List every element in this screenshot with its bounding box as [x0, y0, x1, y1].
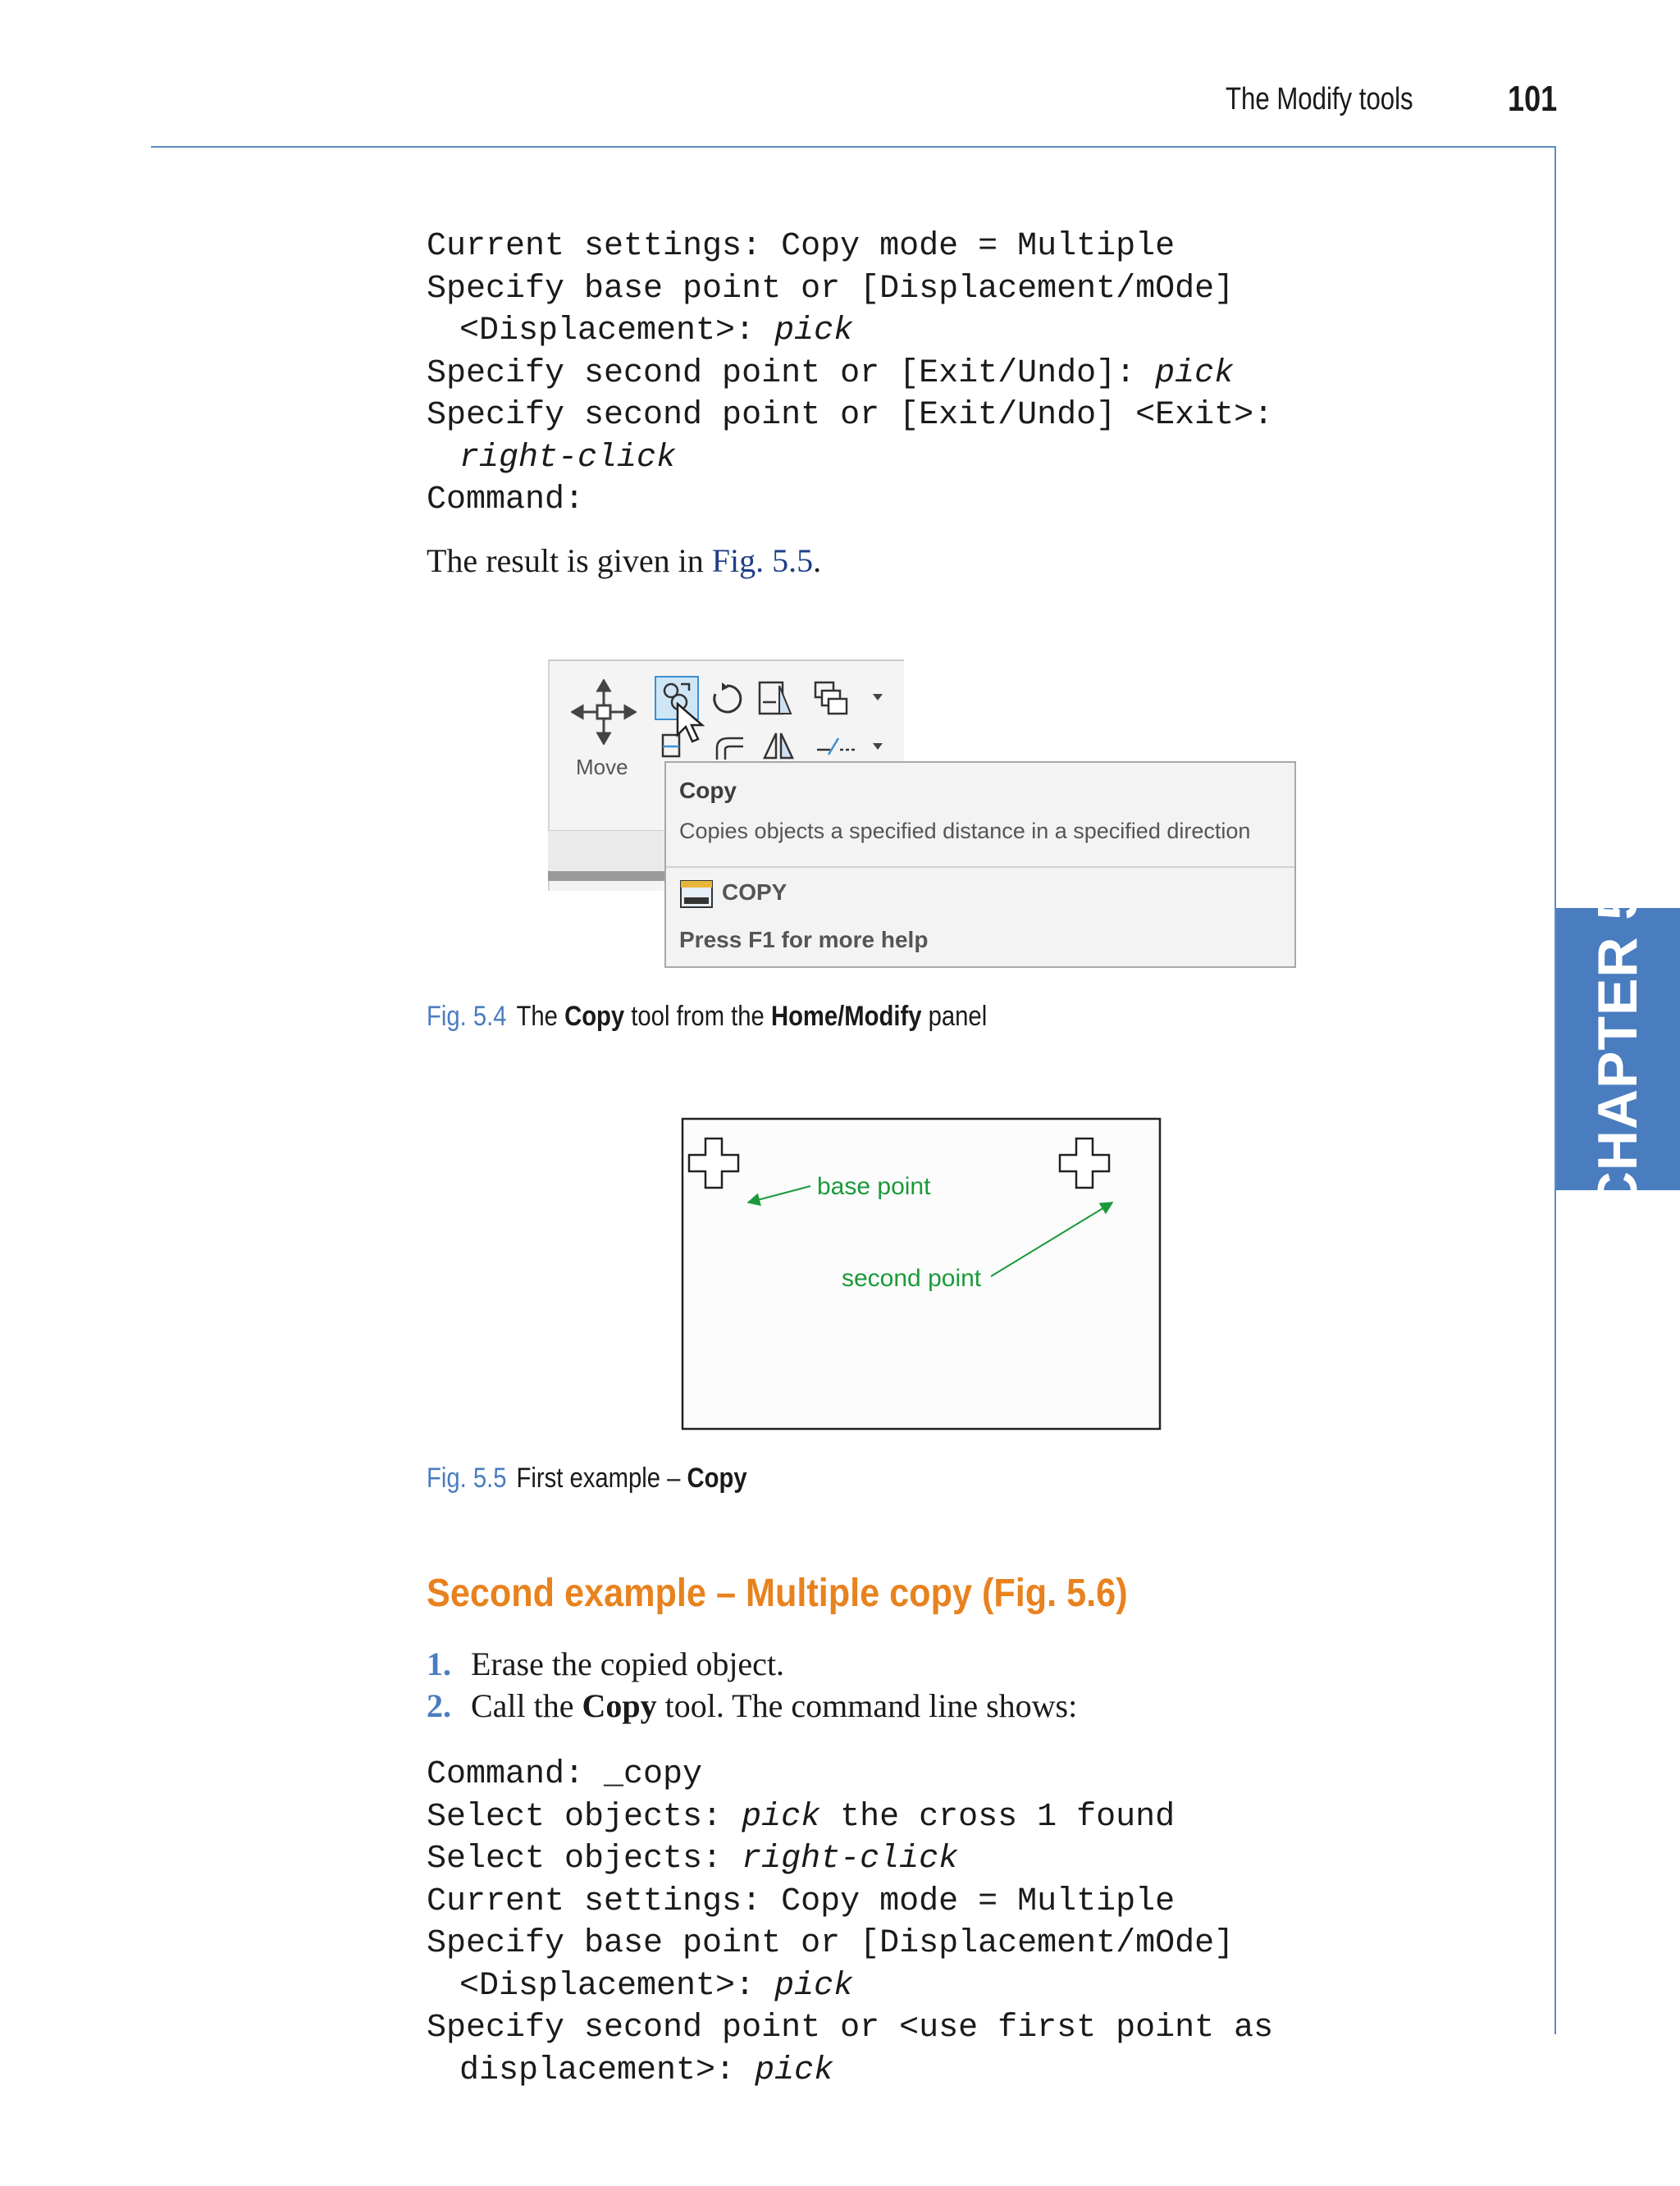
code-line: Specify base point or [Displacement/mOde] — [427, 1925, 1235, 1962]
array-icon[interactable] — [810, 678, 851, 719]
caption-figure-number: Fig. 5.4 — [427, 1001, 507, 1032]
page-number: 101 — [1508, 79, 1558, 119]
figure-reference-link[interactable]: Fig. 5.5 — [711, 542, 814, 579]
move-label: Move — [576, 755, 628, 779]
code-block-1 — [427, 226, 1273, 522]
list-item: 2. Call the Copy tool. The command line shows: — [427, 1687, 1078, 1724]
scale-icon[interactable] — [755, 678, 796, 719]
tooltip-title: Copy — [679, 778, 737, 803]
code-line: Command: — [427, 481, 585, 518]
code-line: Select objects: right-click — [427, 1841, 959, 1878]
command-line-icon — [679, 878, 714, 910]
break-icon[interactable] — [815, 733, 856, 758]
header-rule — [151, 146, 1556, 148]
chapter-tab-label: CHAPTER 5 — [1586, 888, 1649, 1212]
move-icon[interactable] — [571, 679, 637, 745]
mouse-cursor-icon — [676, 702, 705, 745]
figure-5-5-caption: Fig. 5.5 First example – Copy — [427, 1463, 747, 1494]
caption-figure-number: Fig. 5.5 — [427, 1463, 507, 1494]
dropdown-arrow-icon[interactable] — [871, 692, 884, 704]
code-line: Command: _copy — [427, 1756, 703, 1793]
tooltip-command: COPY — [722, 879, 788, 905]
figure-5-4-screenshot — [548, 656, 1296, 972]
result-paragraph: The result is given in Fig. 5.5. — [427, 542, 822, 579]
code-line: right-click — [459, 439, 677, 477]
code-line: Select objects: pick the cross 1 found — [427, 1798, 1176, 1836]
code-line: Specify second point or <use first point as — [427, 2010, 1274, 2047]
copy-tooltip — [664, 761, 1296, 968]
code-line: Specify base point or [Displacement/mOde] — [427, 270, 1235, 308]
code-line: displacement>: pick — [459, 2051, 834, 2089]
mirror-icon[interactable] — [760, 730, 796, 761]
figure-5-5-drawing — [681, 1117, 1162, 1431]
section-heading: Second example – Multiple copy (Fig. 5.6) — [427, 1572, 1128, 1615]
code-line: Specify second point or [Exit/Undo] <Exit>: — [427, 397, 1274, 434]
code-line: Current settings: Copy mode = Multiple — [427, 1883, 1176, 1920]
figure-5-4-caption: Fig. 5.4 The Copy tool from the Home/Modify panel — [427, 1001, 988, 1032]
base-point-label: base point — [817, 1173, 931, 1200]
code-line: Specify second point or [Exit/Undo]: pick — [427, 354, 1235, 392]
code-line: Current settings: Copy mode = Multiple — [427, 228, 1176, 265]
steps-list — [427, 1643, 1077, 1727]
tooltip-help: Press F1 for more help — [679, 927, 929, 952]
tooltip-divider — [666, 866, 1294, 868]
second-point-label: second point — [842, 1265, 982, 1292]
tooltip-description: Copies objects a specified distance in a specified direction — [679, 819, 1251, 843]
dropdown-arrow-icon[interactable] — [871, 742, 884, 753]
code-line: <Displacement>: pick — [459, 313, 854, 349]
running-head: The Modify tools — [1226, 82, 1413, 116]
rotate-icon[interactable] — [709, 681, 745, 717]
code-block-2 — [427, 1754, 1273, 2092]
fillet-icon[interactable] — [712, 732, 748, 761]
code-line: <Displacement>: pick — [459, 1967, 854, 2005]
list-item: 1. Erase the copied object. — [427, 1645, 785, 1682]
